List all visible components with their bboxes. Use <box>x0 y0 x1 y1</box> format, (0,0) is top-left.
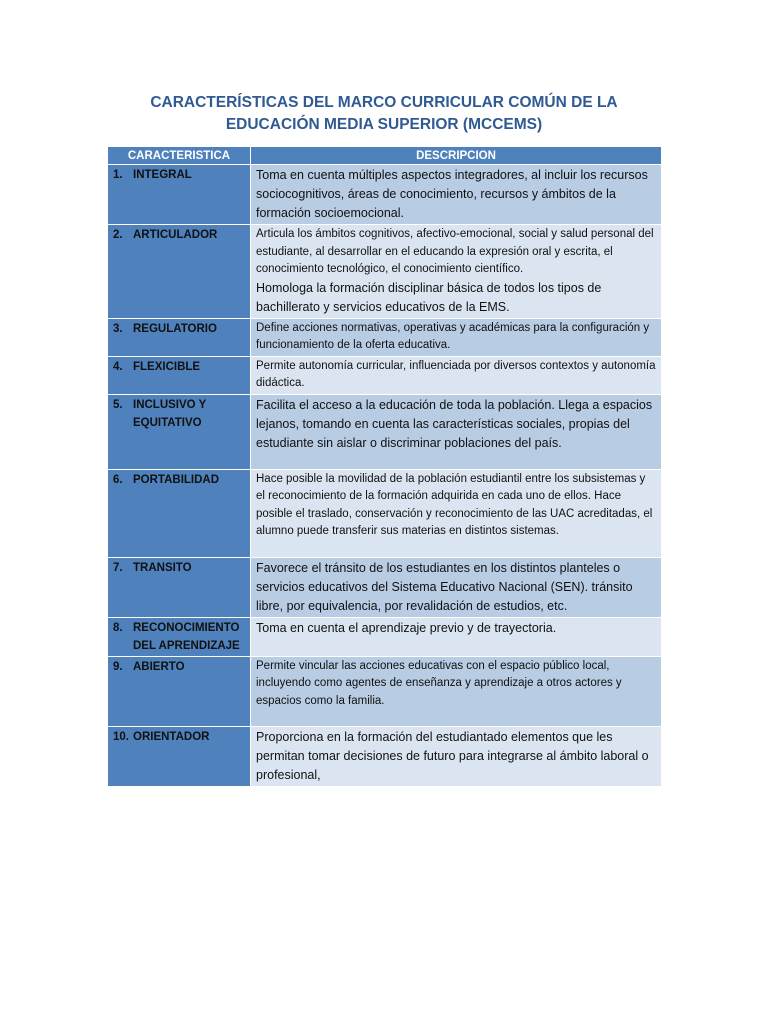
document-title <box>0 92 768 136</box>
row-number: 1. <box>113 169 123 181</box>
row-number: 3. <box>113 322 123 335</box>
characteristic-cell <box>108 726 251 786</box>
table-row <box>108 394 662 469</box>
characteristic-name: ORIENTADOR <box>133 730 210 743</box>
table-row <box>108 617 662 656</box>
description-cell: Toma en cuenta el aprendizaje previo y de trayectoria. <box>251 617 662 656</box>
table-row <box>108 557 662 617</box>
characteristic-cell <box>108 225 251 319</box>
table-header-row <box>108 147 662 165</box>
table-row <box>108 318 662 356</box>
description-cell <box>251 225 662 319</box>
row-number: 5. <box>113 398 123 411</box>
row-number: 4. <box>113 360 123 373</box>
table-row <box>108 656 662 726</box>
description-cell: Permite autonomía curricular, influenciada por diversos contextos y autonomía didáctica. <box>251 356 662 394</box>
description-cell: Permite vincular las acciones educativas con el espacio público local, incluyendo como agentes de enseñanza y aprendizaje a otros actores y espacios como la familia. <box>251 656 662 726</box>
table-row <box>108 726 662 786</box>
characteristic-cell <box>108 557 251 617</box>
characteristic-cell <box>108 318 251 356</box>
characteristic-name: ABIERTO <box>133 660 185 673</box>
characteristic-name: REGULATORIO <box>133 322 217 335</box>
characteristic-cell <box>108 617 251 656</box>
row-number: 2. <box>113 229 123 241</box>
description-cell: Toma en cuenta múltiples aspectos integradores, al incluir los recursos sociocognitivos, áreas de conocimiento, recursos y ámbitos de la formación socioemocional. <box>251 165 662 225</box>
characteristic-name: PORTABILIDAD <box>133 473 220 486</box>
description-cell: Favorece el tránsito de los estudiantes en los distintos planteles o servicios educativos del Sistema Educativo Nacional (SEN). tránsito libre, por equivalencia, por revalidación de estudios, etc. <box>251 557 662 617</box>
row-number: 7. <box>113 561 123 574</box>
header-characteristic: CARACTERISTICA <box>108 147 251 165</box>
characteristic-cell <box>108 356 251 394</box>
characteristic-cell <box>108 469 251 557</box>
table-row <box>108 356 662 394</box>
table-row <box>108 225 662 319</box>
characteristic-name: FLEXICIBLE <box>133 360 201 373</box>
characteristic-cell <box>108 165 251 225</box>
row-number: 6. <box>113 473 123 486</box>
row-number: 9. <box>113 660 123 673</box>
description-text: Articula los ámbitos cognitivos, afectivo-emocional, social y salud personal del estudiante, al desarrollar en el educando la expresión oral y escrita, el conocimiento tecnológico, el conocimiento científico. <box>256 228 654 275</box>
description-text-2: Homologa la formación disciplinar básica de todos los tipos de bachillerato y servicios educativos de la EMS. <box>256 280 602 314</box>
table-row <box>108 165 662 225</box>
characteristic-name: INTEGRAL <box>133 169 192 181</box>
characteristic-cell <box>108 656 251 726</box>
description-cell: Hace posible la movilidad de la población estudiantil entre los subsistemas y el reconocimiento de la formación adquirida en cada uno de ellos. Hace posible el traslado, conservación y reconocimiento de las UAC acreditadas, el alumno puede transferir sus materias en distintos sistemas. <box>251 469 662 557</box>
description-cell: Proporciona en la formación del estudiantado elementos que les permitan tomar decisiones de futuro para integrarse al ámbito laboral o profesional, <box>251 726 662 786</box>
table-row <box>108 469 662 557</box>
characteristic-cell <box>108 394 251 469</box>
characteristic-name: TRANSITO <box>133 561 192 574</box>
characteristic-name: ARTICULADOR <box>133 229 218 241</box>
description-cell: Define acciones normativas, operativas y académicas para la configuración y funcionamiento de la oferta educativa. <box>251 318 662 356</box>
title-line-2: EDUCACIÓN MEDIA SUPERIOR (MCCEMS) <box>225 116 543 133</box>
characteristic-name: RECONOCIMIENTO DEL APRENDIZAJE <box>133 621 240 652</box>
header-description: DESCRIPCION <box>251 147 662 165</box>
row-number: 8. <box>113 621 123 634</box>
title-line-1: CARACTERÍSTICAS DEL MARCO CURRICULAR COMÚN DE LA <box>150 94 618 111</box>
row-number: 10. <box>113 730 129 743</box>
description-cell: Facilita el acceso a la educación de toda la población. Llega a espacios lejanos, tomando en cuenta las características sociales, propias del estudiante sin aislar o discriminar poblaciones del país. <box>251 394 662 469</box>
characteristics-table <box>107 146 662 787</box>
characteristic-name: INCLUSIVO Y EQUITATIVO <box>133 398 207 429</box>
